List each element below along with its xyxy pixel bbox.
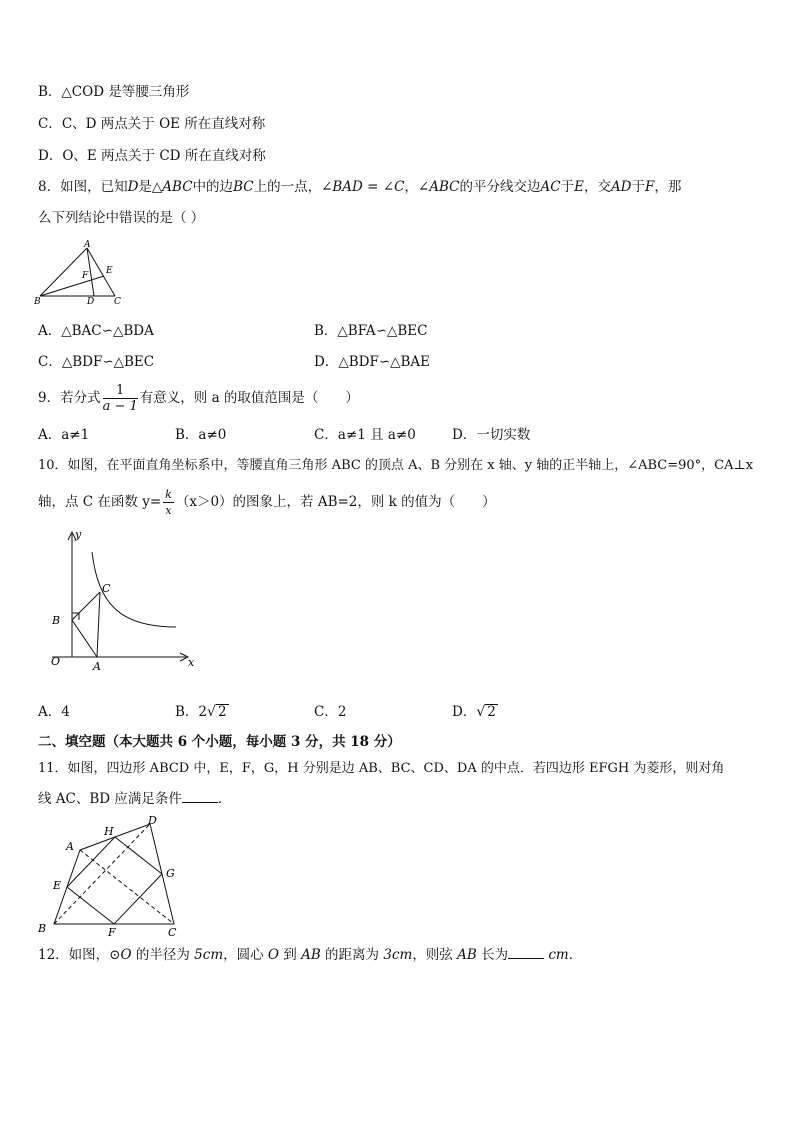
q11-label-e: E xyxy=(53,879,62,892)
section-2-heading: 二、填空题（本大题共 6 个小题，每小题 3 分，共 18 分） xyxy=(38,734,401,750)
q8-option-d: D．△BDF∽△BAE xyxy=(314,354,431,370)
q12-answer-blank xyxy=(508,946,544,959)
q11-stem-line2: 线 AC、BD 应满足条件 ． xyxy=(38,791,232,807)
q11-label-b: B xyxy=(38,922,47,935)
q11-quadrilateral-figure xyxy=(32,812,192,938)
q9-fraction: $\frac{1}{a - 1}$ xyxy=(102,383,138,414)
q8-label-a: A xyxy=(84,240,91,250)
q11-label-d: D xyxy=(148,814,157,827)
q11-label-h: H xyxy=(104,825,114,838)
q11-answer-blank xyxy=(182,790,218,803)
q8-label-e: E xyxy=(106,266,113,276)
q7-option-b: B．△COD 是等腰三角形 xyxy=(38,84,190,100)
q8-label-f: F xyxy=(82,271,89,281)
q10-label-b: B xyxy=(52,614,61,627)
q10-label-x: x xyxy=(188,656,195,669)
q9-option-a: A．a≠1 xyxy=(38,427,90,443)
q8-stem-line2: 么下列结论中错误的是（ ） xyxy=(38,210,205,226)
q10-label-o: O xyxy=(51,655,61,668)
q9-option-c: C．a≠1 且 a≠0 xyxy=(314,427,416,443)
q10-option-a: A．4 xyxy=(38,704,70,720)
q10-label-c: C xyxy=(102,582,111,595)
q8-label-b: B xyxy=(34,297,41,307)
q10-coordinate-figure xyxy=(38,522,208,672)
q12-stem: 12．如图，⊙O 的半径为 5cm，圆心 O 到 AB 的距离为 3cm，则弦 AB 长为 cm． xyxy=(38,947,583,963)
q9-option-d: D．一切实数 xyxy=(452,427,531,443)
q8-option-a: A．△BAC∽△BDA xyxy=(38,323,154,339)
q8-triangle-figure xyxy=(32,238,132,310)
q9-stem: 9．若分式 $\frac{1}{a - 1}$ 有意义，则 a 的取值范围是（ ） xyxy=(38,383,359,414)
q11-label-f: F xyxy=(108,926,116,938)
q11-label-c: C xyxy=(168,926,177,938)
q11-label-a: A xyxy=(66,840,74,853)
q7-option-c: C．C、D 两点关于 OE 所在直线对称 xyxy=(38,116,266,132)
q10-option-c: C．2 xyxy=(314,704,347,720)
q10-option-b: B．2√ 2 xyxy=(175,704,227,720)
q11-label-g: G xyxy=(166,867,175,880)
q10-fraction: $\frac{k}{x}$ xyxy=(165,488,172,517)
q10-label-y: y xyxy=(75,528,82,541)
q8-option-b: B．△BFA∽△BEC xyxy=(314,323,428,339)
q8-option-c: C．△BDF∽△BEC xyxy=(38,354,155,370)
q11-stem-line1: 11．如图，四边形 ABCD 中，E，F，G，H 分别是边 AB、BC、CD、DA 的中点．若四边形 EFGH 为菱形，则对角 xyxy=(38,761,725,776)
q8-label-c: C xyxy=(114,297,121,307)
q10-label-a: A xyxy=(93,660,101,672)
q8-stem-line1: 8．如图，已知D是△ABC中的边BC上的一点，∠BAD = ∠C，∠ABC的平分线交边AC于E，交AD于F，那 xyxy=(38,179,682,195)
q10-stem-line1: 10．如图，在平面直角坐标系中，等腰直角三角形 ABC 的顶点 A、B 分别在 x 轴、y 轴的正半轴上，∠ABC=90°，CA⊥x xyxy=(38,458,754,473)
q9-option-b: B．a≠0 xyxy=(175,427,227,443)
q10-stem-line2: 轴，点 C 在函数 y= $\frac{k}{x}$ （x＞0）的图象上，若 AB=2，则 k 的值为（ ） xyxy=(38,488,496,517)
q10-option-d: D．√ 2 xyxy=(452,704,496,720)
q7-option-d: D．O、E 两点关于 CD 所在直线对称 xyxy=(38,148,266,164)
q8-label-d: D xyxy=(87,297,95,307)
